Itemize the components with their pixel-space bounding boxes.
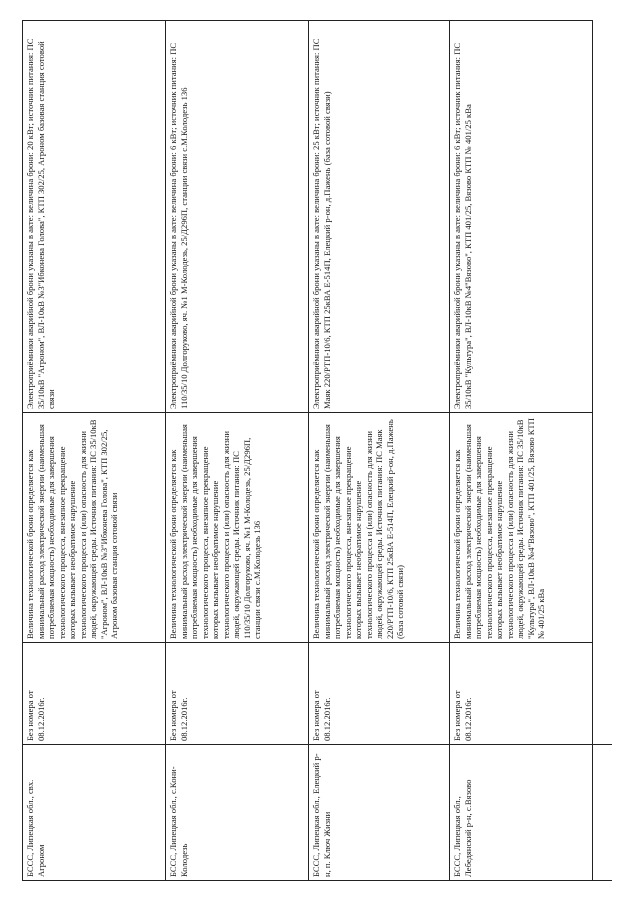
table-row — [309, 21, 450, 881]
object-cell: БССС, Липецкая обл., Лебедянский р-н, с.Вязово — [450, 745, 593, 881]
value-cell: Электроприёмники аварийной брони указаны в акте: величина брони: 6 кВт; источник питания: ПС 35/10кВ "Культура", ВЛ-10кВ №4"Вязово", КТП 401/25, Вязово КТП № 401/25 кВа — [450, 21, 593, 413]
table-row — [166, 21, 309, 881]
act-cell: Без номера от 08.12.2016г. — [166, 643, 309, 745]
reason-cell: Величина технологической брони определяется как минимальный расход электрической энергии (наименьшая потребляемая мощность) необходимые для завершения технологического процесса, внезапное прекращение которых вызывает необратимое нарушение технологического процесса и (или) опасность для жизни людей, окружающей среды. Источник питания: ПС 110/35/10 Долгоруково, яч. №1 М-Колодезь, 25/Д296П, станции связи с.М.Колодезь 136 — [166, 413, 309, 643]
act-cell: Без номера от 08.12.2016г. — [450, 643, 593, 745]
act-cell: Без номера от 08.12.2016г. — [23, 643, 166, 745]
act-cell: Без номера от 08.12.2016г. — [309, 643, 450, 745]
table-border-line — [574, 880, 612, 881]
table-border-line — [574, 744, 612, 745]
value-cell: Электроприёмники аварийной брони указаны в акте: величина брони: 6 кВт; источник питания: ПС 110/35/10 Долгоруково, яч. №1 М-Колодезь, 25/Д296П, станции связи с.М.Колодезь 136 — [166, 21, 309, 413]
object-cell: БССС, Липецкая обл., свх. Агроном — [23, 745, 166, 881]
reason-cell: Величина технологической брони определяется как минимальный расход электрической энергии (наименьшая потребляемая мощность) необходимые для завершения технологического процесса, внезапное прекращение которых вызывает необратимое нарушение технологического процесса и (или) опасность для жизни людей, окружающей среды. Источник питания: ПС 35/10кВ "Культура", ВЛ-10кВ №4"Вязово", КТП 401/25, Вязово КТП № 401/25 кВа — [450, 413, 593, 643]
reservation-table — [22, 20, 593, 881]
table-row — [450, 21, 593, 881]
table-row — [23, 21, 166, 881]
value-cell: Электроприёмники аварийной брони указаны в акте: величина брони: 20 кВт; источник питания: ПС 35/10кВ "Агроном", ВЛ-10кВ №3"Ибконева Голова", КТП 302/25, Агроном базовая станция сотовой связи — [23, 21, 166, 413]
reason-cell: Величина технологической брони определяется как минимальный расход электрической энергии (наименьшая потребляемая мощность) необходимые для завершения технологического процесса, внезапное прекращение которых вызывает необратимое нарушение технологического процесса и (или) опасность для жизни людей, окружающей среды. Источник питания: ПС Маяк 220/РТП-10/6, КТП 25кВА Е-514П, Елецкий р-он, д.Пажень (база сотовой связи) — [309, 413, 450, 643]
object-cell: БССС, Липецкая обл., с.Кони-Колодезь — [166, 745, 309, 881]
rotated-page — [22, 21, 612, 881]
object-cell: БССС, Липецкая обл., Елецкий р-н, п. Ключ Жизни — [309, 745, 450, 881]
value-cell: Электроприёмники аварийной брони указаны в акте: величина брони: 25 кВт; источник питания: ПС Маяк 220/РТП-10/6, КТП 25кВА Е-514П, Елецкий р-он, д.Пажень (база сотовой связи) — [309, 21, 450, 413]
reason-cell: Величина технологической брони определяется как минимальный расход электрической энергии (наименьшая потребляемая мощность) необходимые для завершения технологического процесса, внезапное прекращение которых вызывает необратимое нарушение технологического процесса и (или) опасность для жизни людей, окружающей среды. Источник питания: ПС 35/10кВ "Агроном", ВЛ-10кВ №3"Ибконева Голова", КТП 302/25, Агроном базовая станция сотовой связи — [23, 413, 166, 643]
